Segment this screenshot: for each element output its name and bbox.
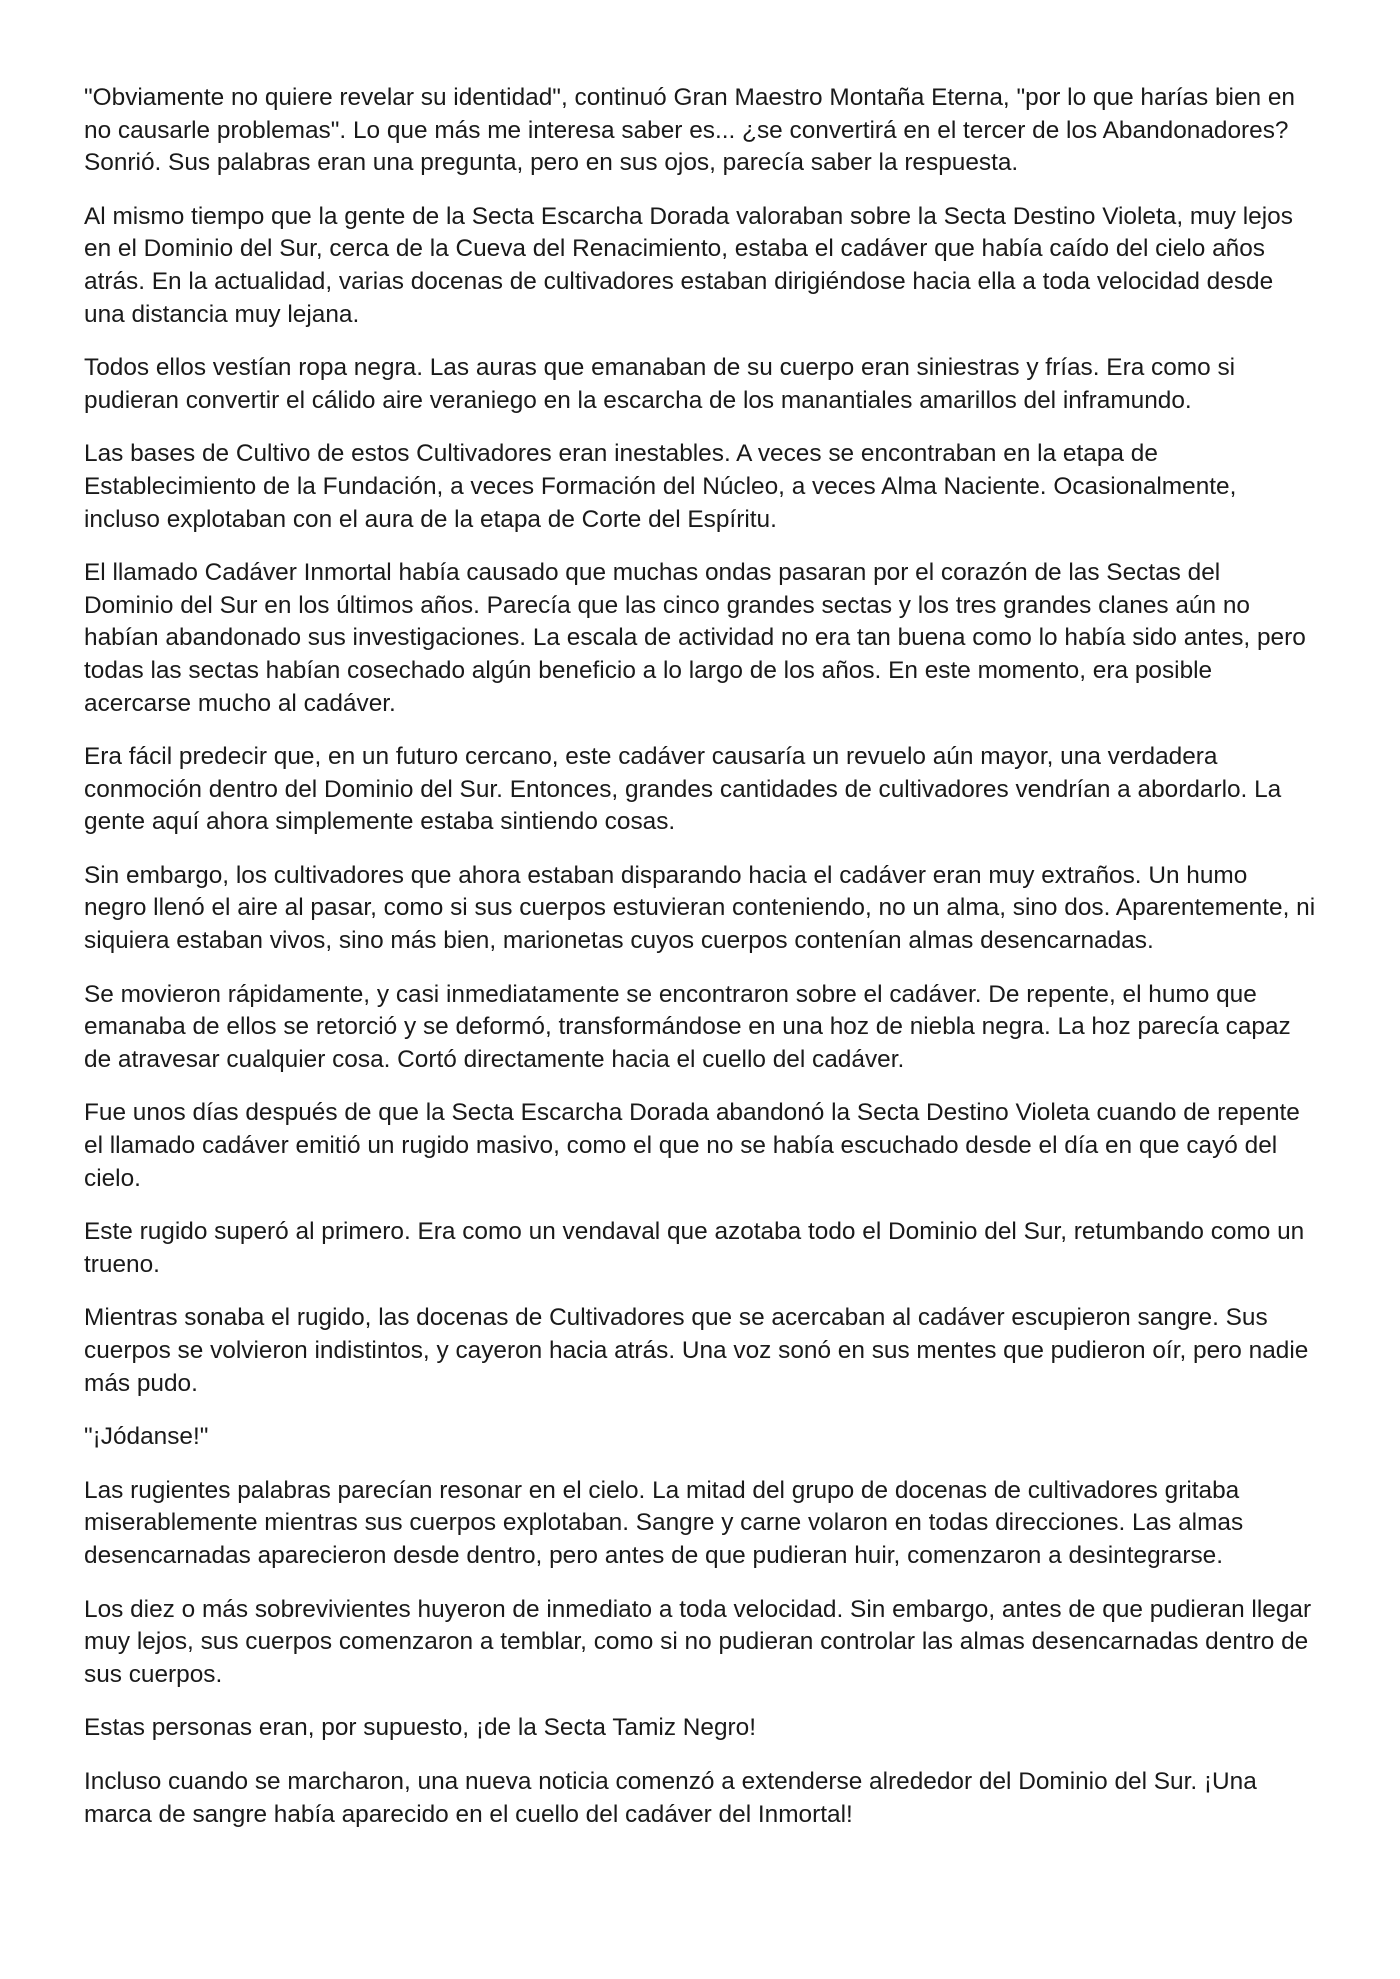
document-page (84, 82, 1316, 1852)
paragraph: Era fácil predecir que, en un futuro cercano, este cadáver causaría un revuelo aún mayor, una verdadera conmoción dentro del Dominio del Sur. Entonces, grandes cantidades de cultivadores vendrían a abordarlo. La gente aquí ahora simplemente estaba sintiendo cosas. (84, 743, 1282, 836)
paragraph: Las rugientes palabras parecían resonar en el cielo. La mitad del grupo de docenas de cultivadores gritaba miserablemente mientras sus cuerpos explotaban. Sangre y carne volaron en todas direcciones. Las almas desencarnadas aparecieron desde dentro, pero antes de que pudieran huir, comenzaron a desintegrarse. (84, 1476, 1244, 1569)
paragraph: Estas personas eran, por supuesto, ¡de la Secta Tamiz Negro! (84, 1714, 757, 1742)
paragraph: Los diez o más sobrevivientes huyeron de inmediato a toda velocidad. Sin embargo, antes de que pudieran llegar muy lejos, sus cuerpos comenzaron a temblar, como si no pudieran controlar las almas desencarnadas dentro de sus cuerpos. (84, 1595, 1312, 1688)
paragraph: Sin embargo, los cultivadores que ahora estaban disparando hacia el cadáver eran muy extraños. Un humo negro llenó el aire al pasar, como si sus cuerpos estuvieran conteniendo, no un alma, sino dos. Aparentemente, ni siquiera estaban vivos, sino más bien, marionetas cuyos cuerpos contenían almas desencarnadas. (84, 861, 1316, 955)
paragraph: Las bases de Cultivo de estos Cultivadores eran inestables. A veces se encontraban en la etapa de Establecimiento de la Fundación, a veces Formación del Núcleo, a veces Alma Naciente. Ocasionalmente, incluso explotaban con el aura de la etapa de Corte del Espíritu. (84, 440, 1237, 533)
dialogue-line: "¡Jódanse!" (84, 1423, 209, 1451)
paragraph: Fue unos días después de que la Secta Escarcha Dorada abandonó la Secta Destino Violeta cuando de repente el llamado cadáver emitió un rugido masivo, como el que no se había escuchado desde el día en que cayó del cielo. (84, 1099, 1300, 1192)
paragraph: Este rugido superó al primero. Era como un vendaval que azotaba todo el Dominio del Sur, retumbando como un trueno. (84, 1218, 1305, 1278)
paragraph: "Obviamente no quiere revelar su identidad", continuó Gran Maestro Montaña Eterna, "por lo que harías bien en no causarle problemas". Lo que más me interesa saber es... ¿se convertirá en el tercer de los Abandonadores? Sonrió. Sus palabras eran una pregunta, pero en sus ojos, parecía saber la respuesta. (84, 84, 1295, 177)
paragraph: Se movieron rápidamente, y casi inmediatamente se encontraron sobre el cadáver. De repente, el humo que emanaba de ellos se retorció y se deformó, transformándose en una hoz de niebla negra. La hoz parecía capaz de atravesar cualquier cosa. Cortó directamente hacia el cuello del cadáver. (84, 980, 1291, 1073)
paragraph: Al mismo tiempo que la gente de la Secta Escarcha Dorada valoraban sobre la Secta Destino Violeta, muy lejos en el Dominio del Sur, cerca de la Cueva del Renacimiento, estaba el cadáver que había caído del cielo años atrás. En la actualidad, varias docenas de cultivadores estaban dirigiéndose hacia ella a toda velocidad desde una distancia muy lejana. (84, 202, 1293, 328)
paragraph: El llamado Cadáver Inmortal había causado que muchas ondas pasaran por el corazón de las Sectas del Dominio del Sur en los últimos años. Parecía que las cinco grandes sectas y los tres grandes clanes aún no habían abandonado sus investigaciones. La escala de actividad no era tan buena como lo había sido antes, pero todas las sectas habían cosechado algún beneficio a lo largo de los años. En este momento, era posible acercarse mucho al cadáver. (84, 559, 1306, 717)
paragraph: Todos ellos vestían ropa negra. Las auras que emanaban de su cuerpo eran siniestras y frías. Era como si pudieran convertir el cálido aire veraniego en la escarcha de los manantiales amarillos del inframundo. (84, 354, 1236, 414)
paragraph: Mientras sonaba el rugido, las docenas de Cultivadores que se acercaban al cadáver escupieron sangre. Sus cuerpos se volvieron indistintos, y cayeron hacia atrás. Una voz sonó en sus mentes que pudieron oír, pero nadie más pudo. (84, 1304, 1309, 1397)
paragraph: Incluso cuando se marcharon, una nueva noticia comenzó a extenderse alrededor del Dominio del Sur. ¡Una marca de sangre había aparecido en el cuello del cadáver del Inmortal! (84, 1767, 1257, 1828)
